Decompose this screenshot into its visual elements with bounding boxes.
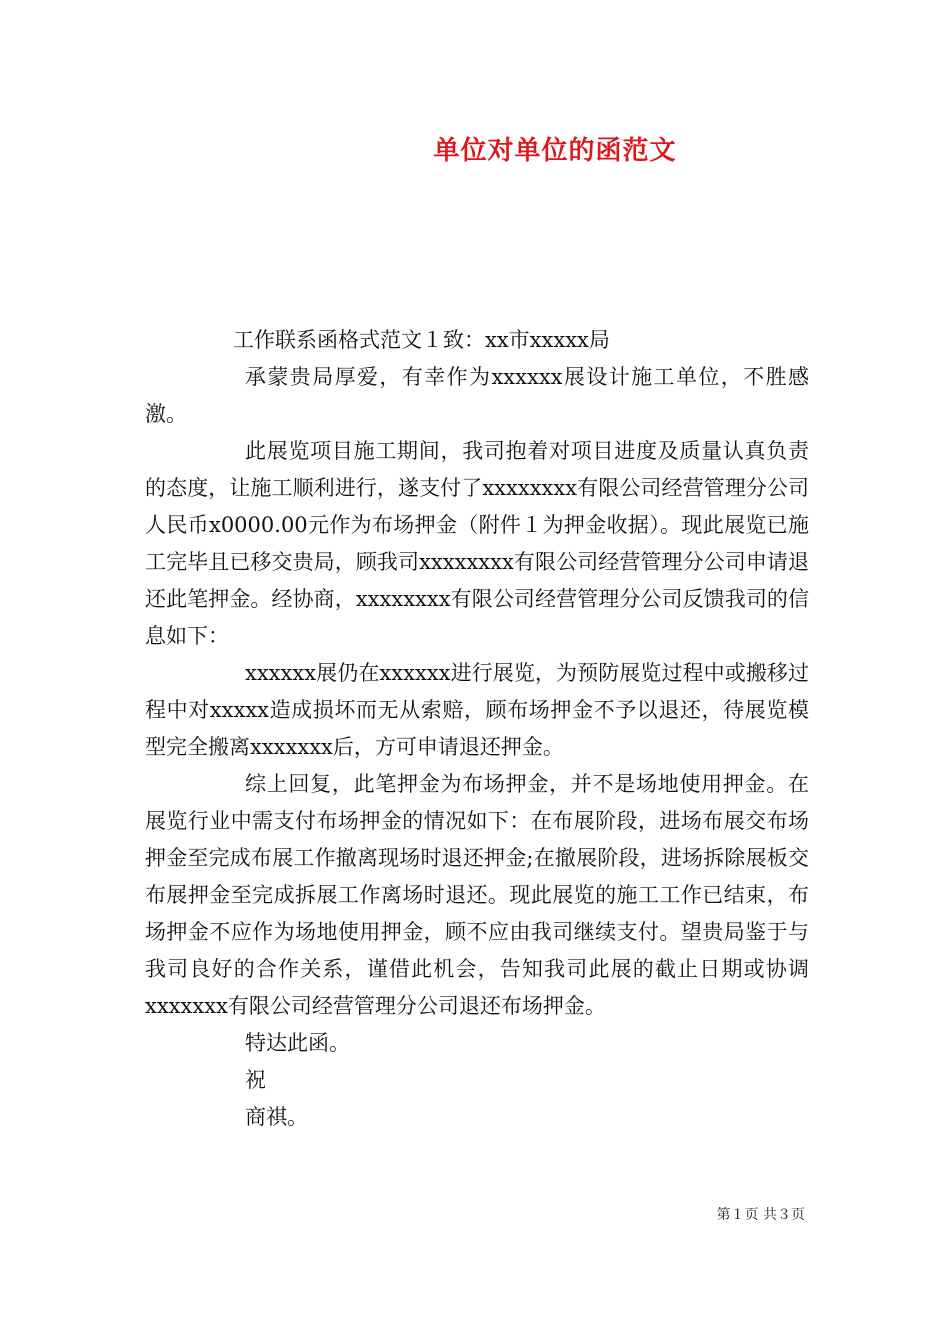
paragraph-exhibition-status: xxxxxx展仍在xxxxxx进行展览，为预防展览过程中或搬移过程中对xxxxx造成损坏而无从索赔，顾布场押金不予以退还，待展览模型完全搬离xxxxxxx后，方可申请退还押金。 [145, 661, 809, 759]
closing-line-1: 特达此函。 [245, 1031, 350, 1055]
letter-body [145, 322, 809, 1136]
closing-line-2: 祝 [245, 1068, 266, 1092]
paragraph-deposit-payment: 此展览项目施工期间，我司抱着对项目进度及质量认真负责的态度，让施工顺利进行，遂支付了xxxxxxxx有限公司经营管理分公司人民币x0000.00元作为布场押金（附件１为押金收据）。现此展览已施工完毕且已移交贵局，顾我司xxxxxxxx有限公司经营管理分公司申请退还此笔押金。经协商，xxxxxxxx有限公司经营管理分公司反馈我司的信息如下： [145, 439, 809, 648]
paragraph-summary: 综上回复，此笔押金为布场押金，并不是场地使用押金。在展览行业中需支付布场押金的情况如下：在布展阶段，进场布展交布场押金至完成布展工作撤离现场时退还押金;在撤展阶段，进场拆除展板交布展押金至完成拆展工作离场时退还。现此展览的施工工作已结束，布场押金不应作为场地使用押金，顾不应由我司继续支付。望贵局鉴于与我司良好的合作关系，谨借此机会，告知我司此展的截止日期或协调xxxxxxx有限公司经营管理分公司退还布场押金。 [145, 772, 809, 1018]
paragraph-gratitude: 承蒙贵局厚爱，有幸作为xxxxxx展设计施工单位，不胜感激。 [145, 365, 809, 426]
closing-line-3: 商祺。 [245, 1105, 308, 1129]
letter-intro: 工作联系函格式范文１致：xx市xxxxx局 [233, 328, 610, 352]
page-number: 第１页 共３页 [716, 1207, 805, 1223]
document-title: 单位对单位的函范文 [433, 136, 677, 166]
